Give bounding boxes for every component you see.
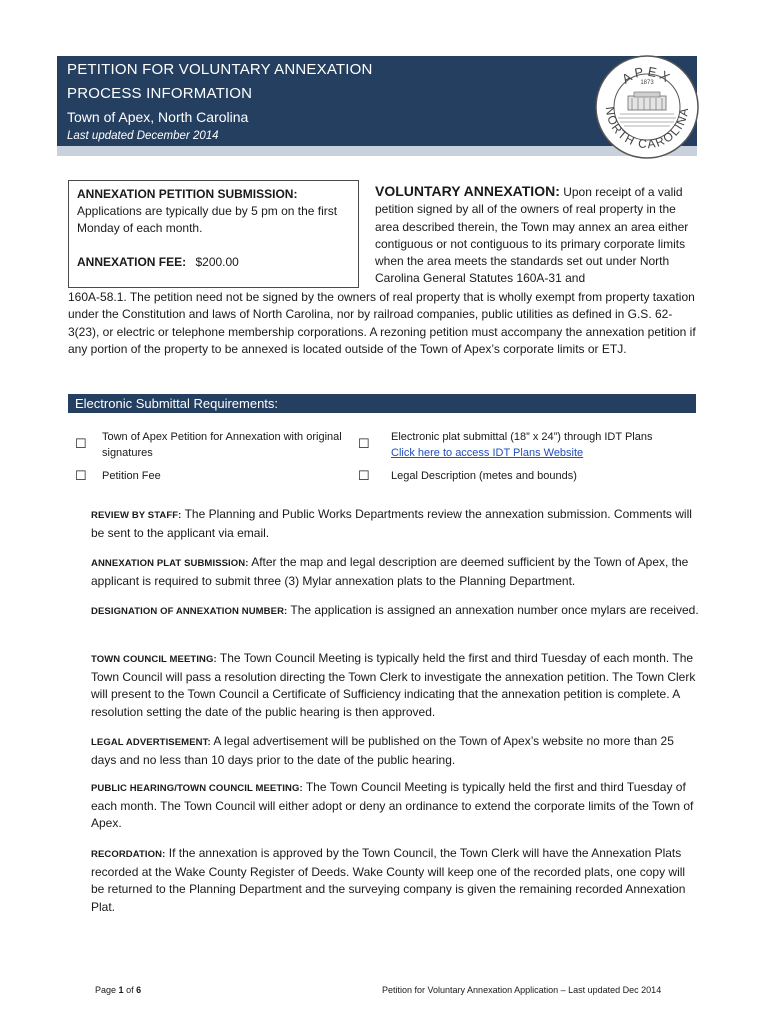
fee-value: $200.00	[195, 255, 239, 269]
voluntary-heading: VOLUNTARY ANNEXATION:	[375, 183, 560, 199]
step-text: The Town Council Meeting is typically held the first and third Tuesday of each month. The Town Council will either adopt or deny an ordinance to extend the corporate limits of the Town of Apex.	[91, 780, 694, 830]
step-label: TOWN COUNCIL MEETING:	[91, 654, 217, 665]
submission-text: Applications are typically due by 5 pm on the first Monday of each month.	[77, 204, 338, 235]
step-label: PUBLIC HEARING/TOWN COUNCIL MEETING:	[91, 783, 303, 794]
step-label: LEGAL ADVERTISEMENT:	[91, 737, 211, 748]
page-number	[95, 985, 141, 995]
idt-plans-link[interactable]: Click here to access IDT Plans Website	[391, 447, 584, 459]
page-current: 1	[118, 985, 124, 995]
page-of: of	[126, 985, 134, 995]
step-label: DESIGNATION OF ANNEXATION NUMBER:	[91, 606, 288, 617]
seal-year: 1873	[640, 80, 654, 86]
requirements-heading: Electronic Submittal Requirements:	[68, 394, 696, 413]
fee-label: ANNEXATION FEE:	[77, 255, 187, 269]
checkbox-petition-fee[interactable]: ☐	[75, 468, 87, 483]
step-annexation-plat-submission	[91, 554, 699, 590]
step-legal-advertisement	[91, 733, 699, 769]
fee-line	[77, 254, 350, 271]
footer-text: Petition for Voluntary Annexation Application – Last updated Dec 2014	[382, 985, 662, 995]
page-title-line-2: PROCESS INFORMATION	[67, 85, 253, 102]
step-public-hearing	[91, 779, 699, 833]
step-text: The Town Council Meeting is typically held the first and third Tuesday of each month. The Town Council will pass a resolution directing the Town Clerk to investigate the annexation petition. The Town Clerk will present to the Town Council a Certificate of Sufficiency indicating that the annexation petition is complete. A resolution setting the date of the public hearing is then approved.	[91, 651, 696, 719]
page-word: Page	[95, 985, 117, 995]
step-text: A legal advertisement will be published on the Town of Apex’s website no more than 25 days and no less than 10 days prior to the date of the public hearing.	[91, 734, 674, 767]
seal-bottom-text: NORTH CAROLINA	[602, 105, 692, 152]
requirement-electronic-plat-label: Electronic plat submittal (18” x 24”) through IDT Plans	[391, 431, 653, 443]
step-label: REVIEW BY STAFF:	[91, 510, 182, 521]
step-label: RECORDATION:	[91, 849, 166, 860]
step-designation-of-number	[91, 602, 699, 621]
step-text: If the annexation is approved by the Town Council, the Town Clerk will have the Annexation Plats recorded at the Wake County Register of Deeds. Wake County will keep one of the recorded plats, one copy will be returned to the Planning Department and the surveying company is given the remaining recorded Annexation Plat.	[91, 846, 686, 914]
checkbox-legal-description[interactable]: ☐	[358, 468, 370, 483]
checkbox-electronic-plat[interactable]: ☐	[358, 436, 370, 451]
town-seal-logo	[594, 54, 700, 160]
subtitle: Town of Apex, North Carolina	[67, 109, 249, 125]
last-updated: Last updated December 2014	[67, 130, 219, 142]
page-title-line-1: PETITION FOR VOLUNTARY ANNEXATION	[67, 61, 373, 78]
requirement-petition: Town of Apex Petition for Annexation with original signatures	[102, 431, 342, 459]
step-text: The application is assigned an annexation number once mylars are received.	[290, 603, 699, 617]
step-town-council-meeting	[91, 650, 699, 721]
step-label: ANNEXATION PLAT SUBMISSION:	[91, 558, 249, 569]
requirement-electronic-plat	[391, 429, 691, 461]
requirement-legal-description: Legal Description (metes and bounds)	[391, 470, 577, 482]
page-total: 6	[136, 985, 142, 995]
voluntary-annexation-paragraph	[375, 183, 697, 288]
checkbox-petition[interactable]: ☐	[75, 436, 87, 451]
voluntary-text-continued: 160A-58.1. The petition need not be signed by the owners of real property that is wholly exempt from property taxation under the Constitution and laws of North Carolina, nor by railroad companies, public utilities as defined in G.S. 62-3(23), or electric or telephone membership corporations. A rezoning petition must accompany the annexation petition if any portion of the property to be annexed is located outside of the Town of Apex’s corporate limits or ETJ.	[68, 290, 696, 356]
requirement-petition-fee: Petition Fee	[102, 470, 161, 482]
step-text: The Planning and Public Works Departments review the annexation submission. Comments will be sent to the applicant via email.	[91, 507, 692, 540]
seal-top-text: APEX	[619, 63, 675, 87]
voluntary-text-start: Upon receipt of a valid petition signed by all of the owners of real property in the area described therein, the Town may annex an area either contiguous or not contiguous to its primary corporate limits when the area meets the standards set out under North Carolina General Statutes 160A-31 and	[375, 185, 689, 286]
step-text: After the map and legal description are deemed sufficient by the Town of Apex, the applicant is required to submit three (3) Mylar annexation plats to the Planning Department.	[91, 555, 689, 588]
step-recordation	[91, 845, 699, 916]
submission-heading: ANNEXATION PETITION SUBMISSION:	[77, 187, 298, 201]
step-review-by-staff	[91, 506, 699, 542]
fee-box	[68, 180, 359, 288]
